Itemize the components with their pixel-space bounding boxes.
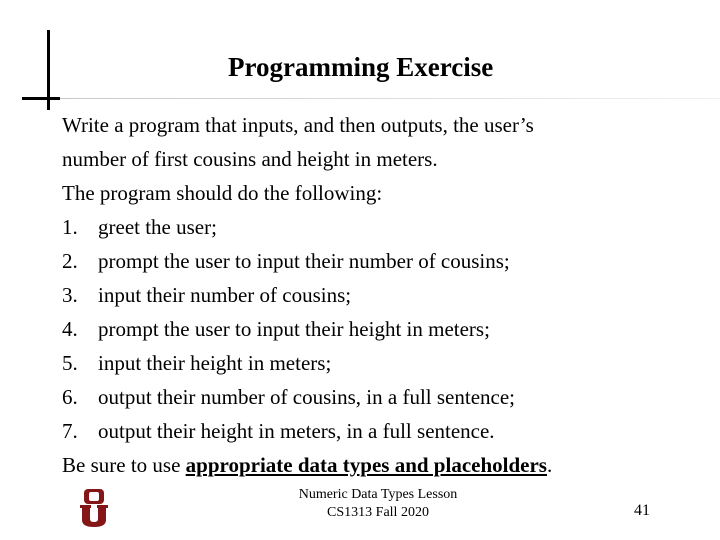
closing-suffix: . xyxy=(546,453,553,477)
intro-line: Write a program that inputs, and then outputs, the user’s xyxy=(62,113,534,137)
step-text: input their height in meters; xyxy=(98,351,332,375)
step-number: 1. xyxy=(62,215,78,239)
step-item xyxy=(62,278,702,312)
step-number: 5. xyxy=(62,351,78,375)
step-item xyxy=(62,380,702,414)
intro-line: The program should do the following: xyxy=(62,181,383,205)
step-text: output their number of cousins, in a full sentence; xyxy=(98,385,515,409)
footer xyxy=(240,486,516,522)
step-number: 3. xyxy=(62,283,78,307)
step-number: 2. xyxy=(62,249,78,273)
decorative-horizontal-line xyxy=(22,97,60,100)
intro-line: number of first cousins and height in meters. xyxy=(62,147,438,171)
step-item xyxy=(62,210,702,244)
footer-course-term: CS1313 Fall 2020 xyxy=(327,505,429,520)
step-text: greet the user; xyxy=(98,215,217,239)
step-text: prompt the user to input their height in meters; xyxy=(98,317,490,341)
slide-body xyxy=(62,108,702,482)
step-number: 4. xyxy=(62,317,78,341)
step-item xyxy=(62,312,702,346)
step-text: input their number of cousins; xyxy=(98,283,352,307)
step-item xyxy=(62,414,702,448)
closing-prefix: Be sure to use xyxy=(62,453,186,477)
step-item xyxy=(62,244,702,278)
step-number: 6. xyxy=(62,385,78,409)
slide-title: Programming Exercise xyxy=(228,52,494,82)
step-item xyxy=(62,346,702,380)
footer-lesson-name: Numeric Data Types Lesson xyxy=(298,487,458,502)
ou-logo-icon xyxy=(78,488,110,528)
closing-emphasis: appropriate data types and placeholders xyxy=(185,453,547,477)
step-text: prompt the user to input their number of cousins; xyxy=(98,249,510,273)
step-text: output their height in meters, in a full sentence. xyxy=(98,419,495,443)
slide-number: 41 xyxy=(634,502,650,519)
step-number: 7. xyxy=(62,419,78,443)
title-underline-rule xyxy=(60,98,720,99)
closing-line xyxy=(62,448,702,482)
